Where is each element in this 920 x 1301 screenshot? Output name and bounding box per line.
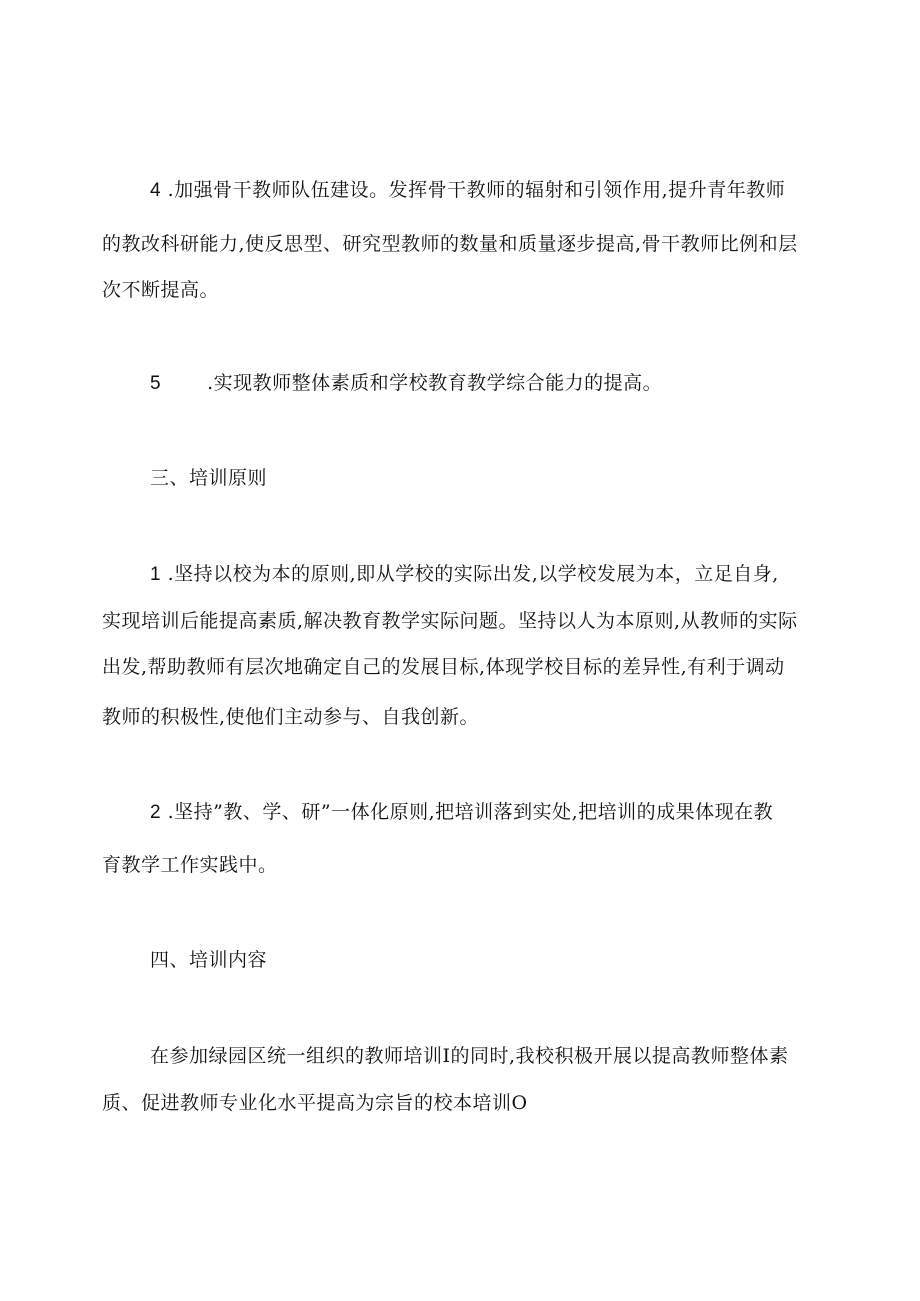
principle2-line-1 <box>150 800 773 825</box>
item4-line-3: 次不断提高。 <box>102 279 220 301</box>
item4-line-2: 的教改科研能力,使反思型、研究型教师的数量和质量逐步提高,骨干教师比例和层 <box>102 233 798 255</box>
principle1-text-1: .坚持以校为本的原则,即从学校的实际出发,以学校发展为本，立足自身, <box>167 563 779 585</box>
principle1-line-3: 出发,帮助教师有层次地确定自己的发展目标,体现学校目标的差异性,有利于调动 <box>102 656 785 678</box>
item4-text-1: .加强骨干教师队伍建设。发挥骨干教师的辐射和引领作用,提升青年教师 <box>167 179 786 201</box>
item4-line-1 <box>150 178 785 203</box>
content-line-1: 在参加绿园区统一组织的教师培训I的同时,我校积极开展以提高教师整体素 <box>150 1045 789 1067</box>
content-line-2: 质、促进教师专业化水平提高为宗旨的校本培训O <box>102 1092 528 1114</box>
principle2-line-2: 育教学工作实践中。 <box>102 854 278 876</box>
section4-heading: 四、培训内容 <box>150 949 268 971</box>
principle1-line-1 <box>150 562 779 587</box>
item5-line <box>150 371 662 396</box>
principle1-line-4: 教师的积极性,使他们主动参与、自我创新。 <box>102 706 480 728</box>
section3-heading: 三、培训原则 <box>150 467 268 489</box>
item5-text: .实现教师整体素质和学校教育教学综合能力的提高。 <box>207 372 663 394</box>
principle2-text-1: .坚持”教、学、研”一体化原则,把培训落到实处,把培训的成果体现在教 <box>167 801 774 823</box>
principle2-number: 2 <box>150 802 162 823</box>
item4-number: 4 <box>150 180 162 201</box>
principle1-number: 1 <box>150 564 162 585</box>
item5-number: 5 <box>150 373 162 394</box>
principle1-line-2: 实现培训后能提高素质,解决教育教学实际问题。坚持以人为本原则,从教师的实际 <box>102 610 798 632</box>
